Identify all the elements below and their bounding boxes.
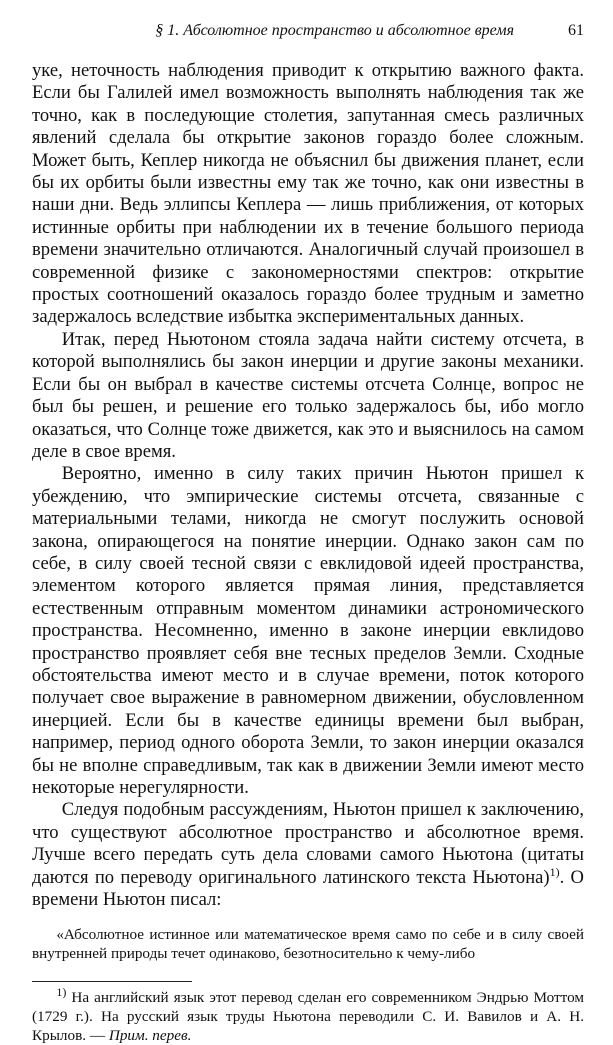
book-page [32, 18, 584, 1045]
paragraph-tail: . О времени Ньютон писал: [32, 866, 584, 911]
main-text [32, 60, 584, 911]
footnote [32, 985, 584, 1045]
paragraph-text: Следуя подобным рассуждениям, Ньютон пришел к заключению, что существуют абсолютное пространство и абсолютное время. Лучше всего передать суть дела словами самого Ньютона (цитаты даются по переводу оригинального латинского текста Ньютона) [32, 799, 584, 888]
footnote-divider [32, 981, 192, 982]
running-title: § 1. Абсолютное пространство и абсолютное время [155, 22, 514, 39]
paragraph-with-footnote [32, 799, 584, 911]
page-number: 61 [568, 22, 584, 39]
paragraph: Итак, перед Ньютоном стояла задача найти систему отсчета, в которой выполнялись бы закон инерции и другие законы механики. Если бы он выбрал в качестве системы отсчета Солнце, вопрос не был бы решен, и решение его только задержалось бы, ибо могло оказаться, что Солнце тоже движется, как это и выяснилось на самом деле в свое время. [32, 328, 584, 462]
newton-quote: «Абсолютное истинное или математическое время само по себе и в силу своей внутренней природы течет одинаково, безотносительно к чему-либо [32, 926, 584, 963]
footnote-text: На английский язык этот перевод сделан его современником Эндрью Моттом (1729 г.). На русский язык труды Ньютона переводили С. И. Вавилов и А. Н. Крылов. — [32, 989, 584, 1045]
running-header [32, 18, 584, 44]
paragraph: Вероятно, именно в силу таких причин Ньютон пришел к убеждению, что эмпирические системы отсчета, связанные с материальными телами, никогда не смогут послужить основой закона, опирающегося на понятие инерции. Однако закон сам по себе, в силу своей тесной связи с евклидовой идеей пространства, элементом которого является прямая линия, представляется естественным отправным моментом динамики астрономического пространства. Несомненно, именно в законе инерции евклидово пространство проявляет себя вне тесных пределов Земли. Сходные обстоятельства имеют место и в случае времени, поток которого получает свое выражение в равномерном движении, обусловленном инерцией. Если бы в качестве единицы времени был выбран, например, период одного оборота Земли, то закон инерции оказался бы не вполне справедливым, так как в движении Земли имеют место некоторые нерегулярности. [32, 463, 584, 798]
paragraph: уке, неточность наблюдения приводит к открытию важного факта. Если бы Галилей имел возможность выполнять наблюдения так же точно, как в последующие столетия, запутанная смесь различных явлений сделала бы открытие законов гораздо более сложным. Может быть, Кеплер никогда не объяснил бы движения планет, если бы их орбиты были известны ему так же точно, как они известны в наши дни. Ведь эллипсы Кеплера — лишь приближения, от которых истинные орбиты при наблюдении их в течение большого периода времени значительно отличаются. Аналогичный случай произошел в современной физике с закономерностями спектров: открытие простых соотношений оказалось гораздо более трудным и заметно задержалось вследствие избытка экспериментальных данных. [32, 60, 584, 328]
footnote-marker: 1) [56, 985, 67, 1000]
footnote-reference: 1) [549, 864, 560, 879]
translator-note-tag: Прим. перев. [108, 1027, 192, 1045]
